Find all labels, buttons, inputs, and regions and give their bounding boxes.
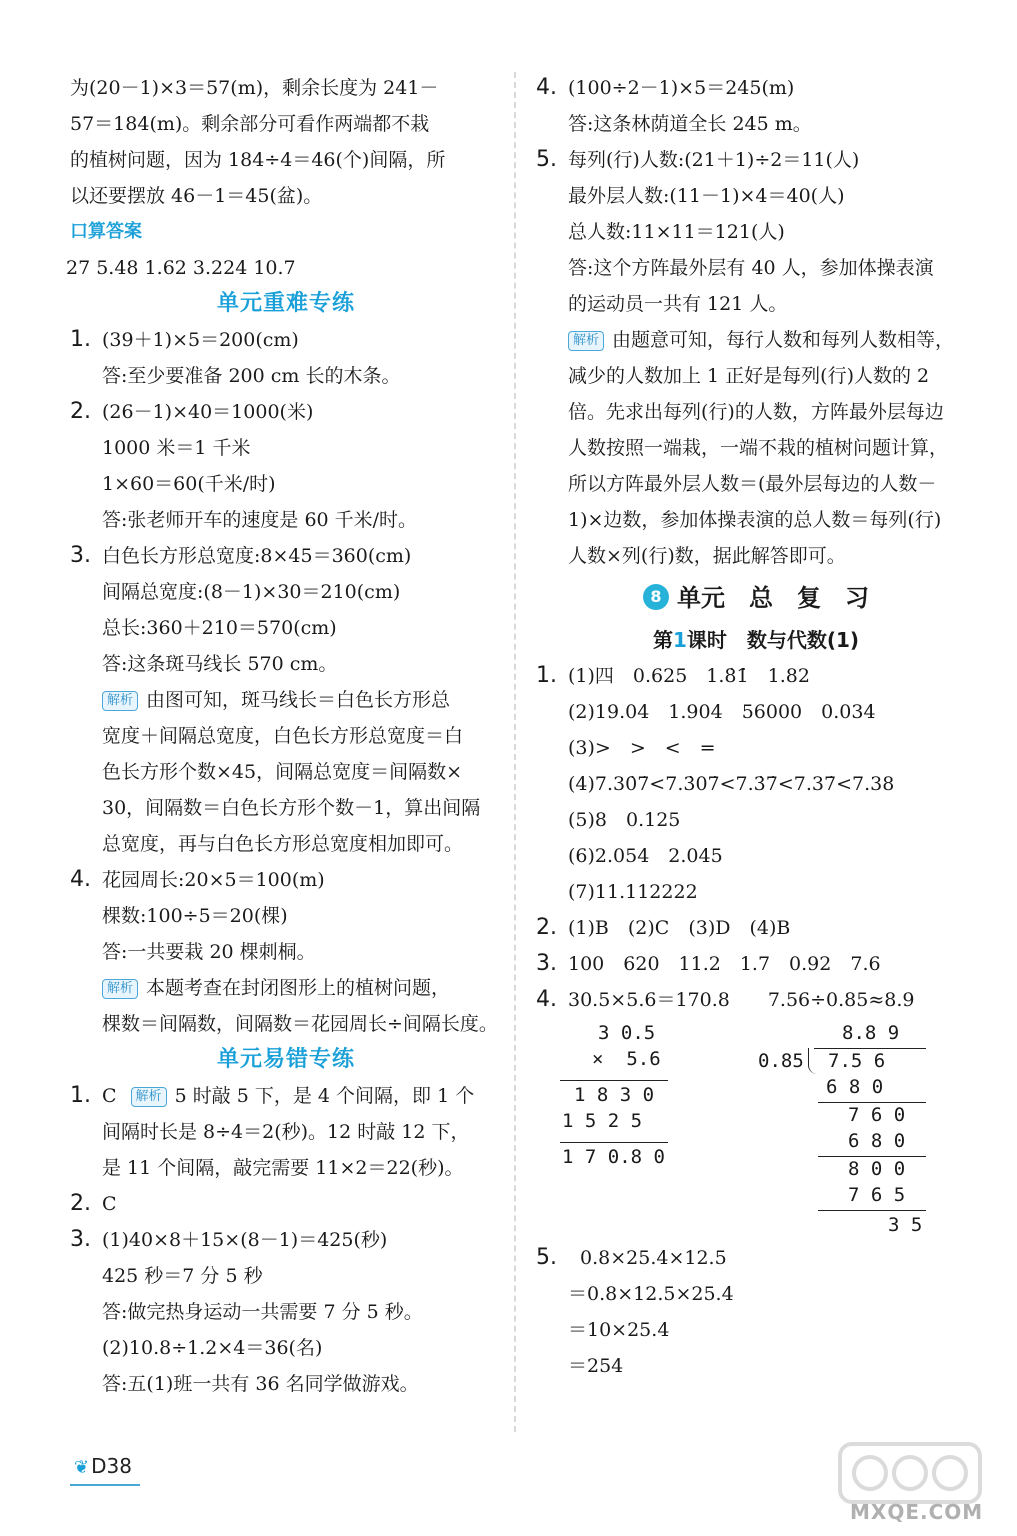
answer-line: 的运动员一共有 121 人。 <box>568 293 788 315</box>
answer-line: 答:一共要栽 20 棵刺桐。 <box>102 941 316 963</box>
answer-line: (6)2.054 2.045 <box>568 845 723 867</box>
kousuan-title: 口算答案 <box>70 221 142 242</box>
question-number: 3. <box>70 543 91 568</box>
div-bracket-top <box>814 1048 926 1049</box>
analysis-line: 人数按照一端栽，一端不栽的植树问题计算， <box>568 437 949 459</box>
div-step: 7 6 5 <box>848 1184 906 1206</box>
mult-result: 1 7 0.8 0 <box>562 1146 665 1168</box>
answer-line: (3)> > < = <box>568 737 716 759</box>
answer-line: 间隔总宽度:(8－1)×30＝210(cm) <box>102 581 401 603</box>
answer-line: 总人数:11×11＝121(人) <box>568 221 785 243</box>
analysis-line: 倍。先求出每列(行)的人数，方阵最外层每边 <box>568 401 944 423</box>
page-footer <box>74 1454 132 1478</box>
answer-line: (1)40×8＋15×(8－1)＝425(秒) <box>102 1229 388 1251</box>
unit-heading <box>536 574 976 622</box>
question-number: 1. <box>70 1083 91 1108</box>
analysis-text: 5 时敲 5 下，是 4 个间隔，即 1 个 <box>174 1085 475 1107</box>
analysis-line: 棵数＝间隔数，间隔数＝花园周长÷间隔长度。 <box>102 1013 498 1035</box>
text-line: 57＝184(m)。剩余部分可看作两端都不栽 <box>70 113 430 135</box>
question-4 <box>536 70 976 106</box>
answer-line: 答:至少要准备 200 cm 长的木条。 <box>102 365 401 387</box>
review-question-1 <box>536 658 976 694</box>
analysis-line <box>70 970 502 1006</box>
mult-rule <box>560 1142 668 1143</box>
analysis-line <box>536 322 976 358</box>
answer-line: (100÷2－1)×5＝245(m) <box>568 77 795 99</box>
answer-line: 答:张老师开车的速度是 60 千米/时。 <box>102 509 418 531</box>
answer-line: 答:五(1)班一共有 36 名同学做游戏。 <box>102 1373 419 1395</box>
lesson-prefix: 第 <box>652 628 673 652</box>
answer-choice: C <box>102 1085 117 1107</box>
div-divisor: 0.85 <box>758 1050 804 1072</box>
watermark-text: MXQE.COM <box>850 1500 984 1524</box>
kousuan-values: 27 5.48 1.62 3.224 10.7 <box>66 257 296 279</box>
answer-line: 答:做完热身运动一共需要 7 分 5 秒。 <box>102 1301 423 1323</box>
error-question-1 <box>70 1078 502 1114</box>
div-step: 6 8 0 <box>826 1076 884 1098</box>
question-5 <box>536 142 976 178</box>
answer-line: 棵数:100÷5＝20(棵) <box>102 905 288 927</box>
answer-line: 最外层人数:(11－1)×4＝40(人) <box>568 185 845 207</box>
answer-line: 答:这条斑马线长 570 cm。 <box>102 653 338 675</box>
analysis-tag: 解析 <box>568 331 604 351</box>
analysis-line: 30，间隔数＝白色长方形个数－1，算出间隔 <box>102 797 481 819</box>
review-question-2 <box>536 910 976 946</box>
question-number: 5. <box>536 1245 557 1270</box>
text-line: 为(20－1)×3＝57(m)，剩余长度为 241－ <box>70 77 439 99</box>
text-line: 以还要摆放 46－1＝45(盆)。 <box>70 185 323 207</box>
mult-partial-2: 1 5 2 5 <box>562 1110 643 1132</box>
question-number: 4. <box>536 75 557 100</box>
analysis-line: 人数×列(行)数，据此解答即可。 <box>568 545 846 567</box>
analysis-line: 间隔时长是 8÷4＝2(秒)。12 时敲 12 下， <box>102 1121 470 1143</box>
right-column <box>536 70 976 1384</box>
left-column <box>66 70 502 1402</box>
question-2 <box>70 394 502 430</box>
div-step: 8 0 0 <box>848 1158 906 1180</box>
question-number: 2. <box>536 915 557 940</box>
question-number: 4. <box>536 987 557 1012</box>
review-question-4 <box>536 982 976 1018</box>
question-number: 5. <box>536 147 557 172</box>
answer-line: (4)7.30̇7̇<7.3̇07̇<7.3̇7̇<7.37̇<7.38 <box>568 773 895 795</box>
analysis-line: 宽度＋间隔总宽度，白色长方形总宽度＝白 <box>102 725 464 747</box>
answer-line: (1)四 0.625 1.8̇1̇ 1.82 <box>568 665 810 687</box>
div-rule <box>818 1102 926 1103</box>
error-question-2 <box>70 1186 502 1222</box>
unit-number-badge: 8 <box>643 584 669 610</box>
question-number: 1. <box>70 327 91 352</box>
answer-line: 每列(行)人数:(21＋1)÷2＝11(人) <box>568 149 860 171</box>
answer-line: ＝254 <box>568 1355 624 1377</box>
answer-line: 白色长方形总宽度:8×45＝360(cm) <box>102 545 412 567</box>
div-remainder: 3 5 <box>888 1214 923 1236</box>
answer-line: ＝0.8×12.5×25.4 <box>568 1283 734 1305</box>
question-number: 3. <box>536 951 557 976</box>
answer-line: (7)11.112222 <box>568 881 698 903</box>
answer-line: 30.5×5.6＝170.8 7.56÷0.85≈8.9 <box>568 989 915 1011</box>
text-line: 的植树问题，因为 184÷4＝46(个)间隔，所 <box>70 149 446 171</box>
analysis-line <box>70 682 502 718</box>
analysis-line: 是 11 个间隔，敲完需要 11×2＝22(秒)。 <box>102 1157 464 1179</box>
answer-line: 1×60＝60(千米/时) <box>102 473 276 495</box>
review-question-5 <box>536 1240 976 1276</box>
unit-title: 单元 总 复 习 <box>677 584 869 612</box>
div-bracket <box>808 1048 817 1074</box>
column-divider <box>514 72 516 1432</box>
question-number: 4. <box>70 867 91 892</box>
div-quotient: 8.8 9 <box>842 1022 900 1044</box>
analysis-tag: 解析 <box>131 1087 167 1107</box>
question-number: 2. <box>70 1191 91 1216</box>
answer-line: (1)B (2)C (3)D (4)B <box>568 917 791 939</box>
footer-underline <box>70 1484 140 1486</box>
lesson-number: 1 <box>672 628 687 652</box>
answer-line: (5)8 0.125 <box>568 809 681 831</box>
analysis-line: 减少的人数加上 1 正好是每列(行)人数的 2 <box>568 365 930 387</box>
answer-line: (2)19.04 1.904 56000 0.034 <box>568 701 876 723</box>
answer-line: 100 620 11.2 1.7 0.92 7.6 <box>568 953 881 975</box>
question-3 <box>70 538 502 574</box>
analysis-tag: 解析 <box>102 691 138 711</box>
div-rule <box>818 1156 926 1157</box>
leaf-icon: ❦ <box>74 1457 90 1478</box>
div-step: 6 8 0 <box>848 1130 906 1152</box>
answer-line: 1000 米＝1 千米 <box>102 437 251 459</box>
answer-line: (26－1)×40＝1000(米) <box>102 401 314 423</box>
answer-line: 425 秒＝7 分 5 秒 <box>102 1265 263 1287</box>
question-number: 3. <box>70 1227 91 1252</box>
page-number: D38 <box>91 1454 132 1478</box>
analysis-text: 由图可知，斑马线长＝白色长方形总 <box>146 689 451 711</box>
lesson-title: 课时 数与代数(1) <box>686 628 860 652</box>
analysis-line: 1)×边数，参加体操表演的总人数＝每列(行) <box>568 509 942 531</box>
question-1 <box>70 322 502 358</box>
div-rule <box>818 1210 926 1211</box>
error-question-3 <box>70 1222 502 1258</box>
analysis-text: 本题考查在封闭图形上的植树问题， <box>146 977 451 999</box>
answer-line: (2)10.8÷1.2×4＝36(名) <box>102 1337 323 1359</box>
answer-line: (39＋1)×5＝200(cm) <box>102 329 299 351</box>
mult-rule <box>560 1080 668 1081</box>
answer-line: 答:这条林荫道全长 245 m。 <box>568 113 812 135</box>
analysis-line: 总宽度，再与白色长方形总宽度相加即可。 <box>102 833 464 855</box>
answer-choice: C <box>102 1193 117 1215</box>
mult-multiplier: × 5.6 <box>592 1048 661 1070</box>
mult-partial-1: 1 8 3 0 <box>574 1084 655 1106</box>
section-title-error-prone: 单元易错专练 <box>216 1047 355 1072</box>
question-number: 2. <box>70 399 91 424</box>
analysis-line: 色长方形个数×45，间隔总宽度＝间隔数× <box>102 761 463 783</box>
lesson-heading <box>536 622 976 658</box>
answer-line: ＝10×25.4 <box>568 1319 670 1341</box>
analysis-text: 由题意可知，每行人数和每列人数相等， <box>612 329 955 351</box>
answer-line: 0.8×25.4×12.5 <box>580 1247 727 1269</box>
question-4 <box>70 862 502 898</box>
div-step: 7 6 0 <box>848 1104 906 1126</box>
answer-line: 花园周长:20×5＝100(m) <box>102 869 325 891</box>
section-title-key-difficult: 单元重难专练 <box>216 291 355 316</box>
question-number: 1. <box>536 663 557 688</box>
vertical-calculations <box>536 1018 976 1218</box>
div-dividend: 7.5 6 <box>828 1050 886 1072</box>
answer-line: 总长:360＋210＝570(cm) <box>102 617 337 639</box>
answer-line: 答:这个方阵最外层有 40 人，参加体操表演 <box>568 257 934 279</box>
analysis-line: 所以方阵最外层人数＝(最外层每边的人数－ <box>568 473 937 495</box>
mult-multiplicand: 3 0.5 <box>598 1022 656 1044</box>
review-question-3 <box>536 946 976 982</box>
analysis-tag: 解析 <box>102 979 138 999</box>
